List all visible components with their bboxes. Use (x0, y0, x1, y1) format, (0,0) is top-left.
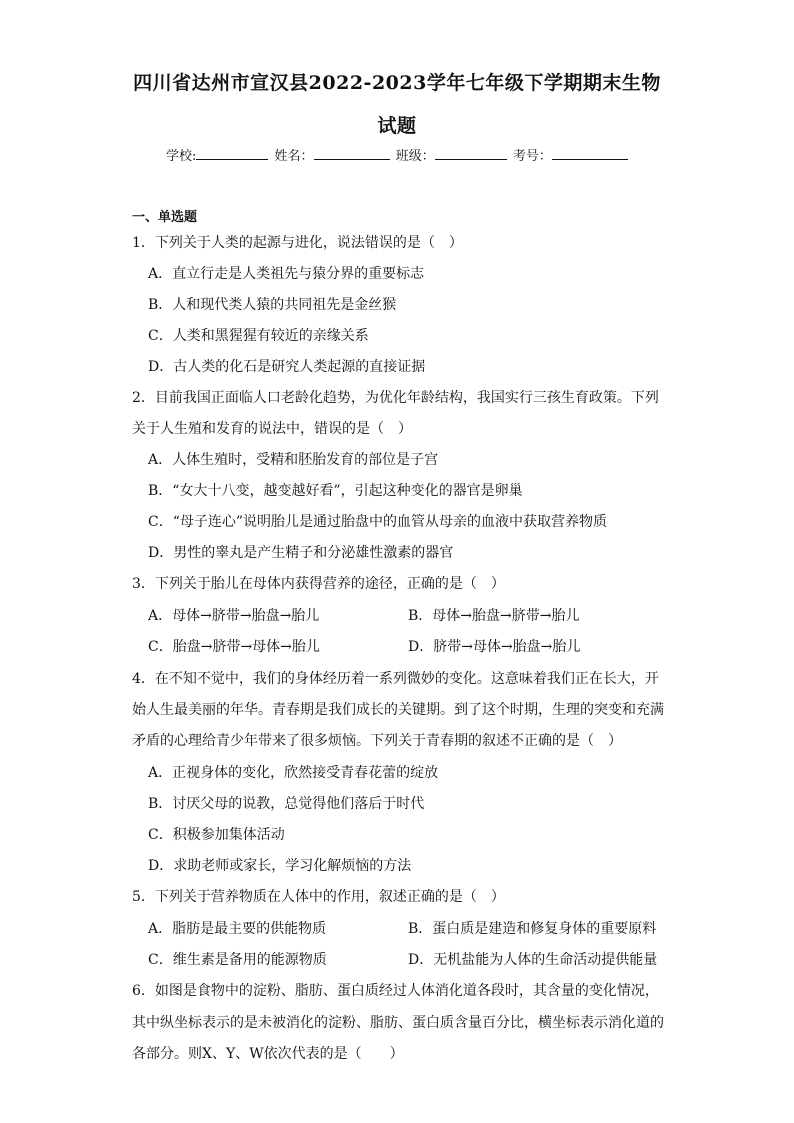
question-3-option-a[interactable]: A．母体→脐带→胎盘→胎儿 (148, 608, 320, 624)
question-3-option-b[interactable]: B．母体→胎盘→脐带→胎儿 (408, 608, 580, 624)
name-blank[interactable] (314, 147, 390, 160)
question-5-option-a[interactable]: A．脂肪是最主要的供能物质 (148, 921, 327, 937)
question-1-stem: 1．下列关于人类的起源与进化，说法错误的是（ ） (132, 235, 463, 251)
question-4-option-c[interactable]: C．积极参加集体活动 (148, 827, 285, 843)
section-title: 一、单选题 (132, 210, 198, 225)
question-5-option-b[interactable]: B．蛋白质是建造和修复身体的重要原料 (408, 921, 657, 937)
question-1-option-c[interactable]: C．人类和黑猩猩有较近的亲缘关系 (148, 328, 369, 344)
question-3-option-c[interactable]: C．胎盘→脐带→母体→胎儿 (148, 639, 320, 655)
student-info-fields (166, 145, 630, 164)
question-2-stem-cont: 关于人生殖和发育的说法中，错误的是（ ） (132, 421, 412, 437)
question-2-stem: 2．目前我国正面临人口老龄化趋势，为优化年龄结构，我国实行三孩生育政策。下列 (132, 390, 659, 406)
question-4-stem-cont-1: 始人生最美丽的年华。青春期是我们成长的关键期。到了这个时期，生理的突变和充满 (132, 702, 664, 718)
question-3-stem: 3．下列关于胎儿在母体内获得营养的途径，正确的是（ ） (132, 576, 505, 592)
exam-title-line1: 四川省达州市宣汉县2022-2023学年七年级下学期期末生物 (133, 72, 661, 94)
class-blank[interactable] (435, 147, 507, 160)
name-label: 姓名： (274, 149, 314, 164)
question-4-option-d[interactable]: D．求助老师或家长，学习化解烦恼的方法 (148, 858, 412, 874)
question-2-option-a[interactable]: A．人体生殖时，受精和胚胎发育的部位是子宫 (148, 452, 439, 468)
question-6-stem-cont-1: 其中纵坐标表示的是未被消化的淀粉、脂肪、蛋白质含量百分比，横坐标表示消化道的 (132, 1015, 664, 1031)
question-4-option-a[interactable]: A．正视身体的变化，欣然接受青春花蕾的绽放 (148, 765, 439, 781)
question-6-stem: 6．如图是食物中的淀粉、脂肪、蛋白质经过人体消化道各段时，其含量的变化情况， (132, 983, 659, 999)
question-4-stem: 4．在不知不觉中，我们的身体经历着一系列微妙的变化。这意味着我们正在长大，开 (132, 671, 659, 687)
question-5-option-d[interactable]: D．无机盐能为人体的生命活动提供能量 (408, 952, 658, 968)
school-label: 学校: (166, 149, 197, 164)
question-3-option-d[interactable]: D．脐带→母体→胎盘→胎儿 (408, 639, 581, 655)
question-1-option-a[interactable]: A．直立行走是人类祖先与猿分界的重要标志 (148, 266, 425, 282)
question-5-stem: 5．下列关于营养物质在人体中的作用，叙述正确的是（ ） (132, 889, 505, 905)
exam-title-line2: 试题 (377, 115, 417, 137)
question-2-option-b[interactable]: B．“女大十八变，越变越好看”，引起这种变化的器官是卵巢 (148, 483, 523, 499)
question-4-stem-cont-2: 矛盾的心理给青少年带来了很多烦恼。下列关于青春期的叙述不正确的是（ ） (132, 733, 622, 749)
question-1-option-d[interactable]: D．古人类的化石是研究人类起源的直接证据 (148, 359, 426, 375)
question-6-stem-cont-2: 各部分。则X、Y、W依次代表的是（ ） (132, 1046, 404, 1062)
exam-number-blank[interactable] (552, 147, 628, 160)
question-4-option-b[interactable]: B．讨厌父母的说教，总觉得他们落后于时代 (148, 796, 425, 812)
question-2-option-d[interactable]: D．男性的睾丸是产生精子和分泌雄性激素的器官 (148, 545, 454, 561)
school-blank[interactable] (196, 147, 268, 160)
exam-number-label: 考号： (512, 149, 552, 164)
class-label: 班级： (395, 149, 435, 164)
question-5-option-c[interactable]: C．维生素是备用的能源物质 (148, 952, 327, 968)
question-2-option-c[interactable]: C．“母子连心”说明胎儿是通过胎盘中的血管从母亲的血液中获取营养物质 (148, 514, 608, 530)
question-1-option-b[interactable]: B．人和现代类人猿的共同祖先是金丝猴 (148, 297, 397, 313)
